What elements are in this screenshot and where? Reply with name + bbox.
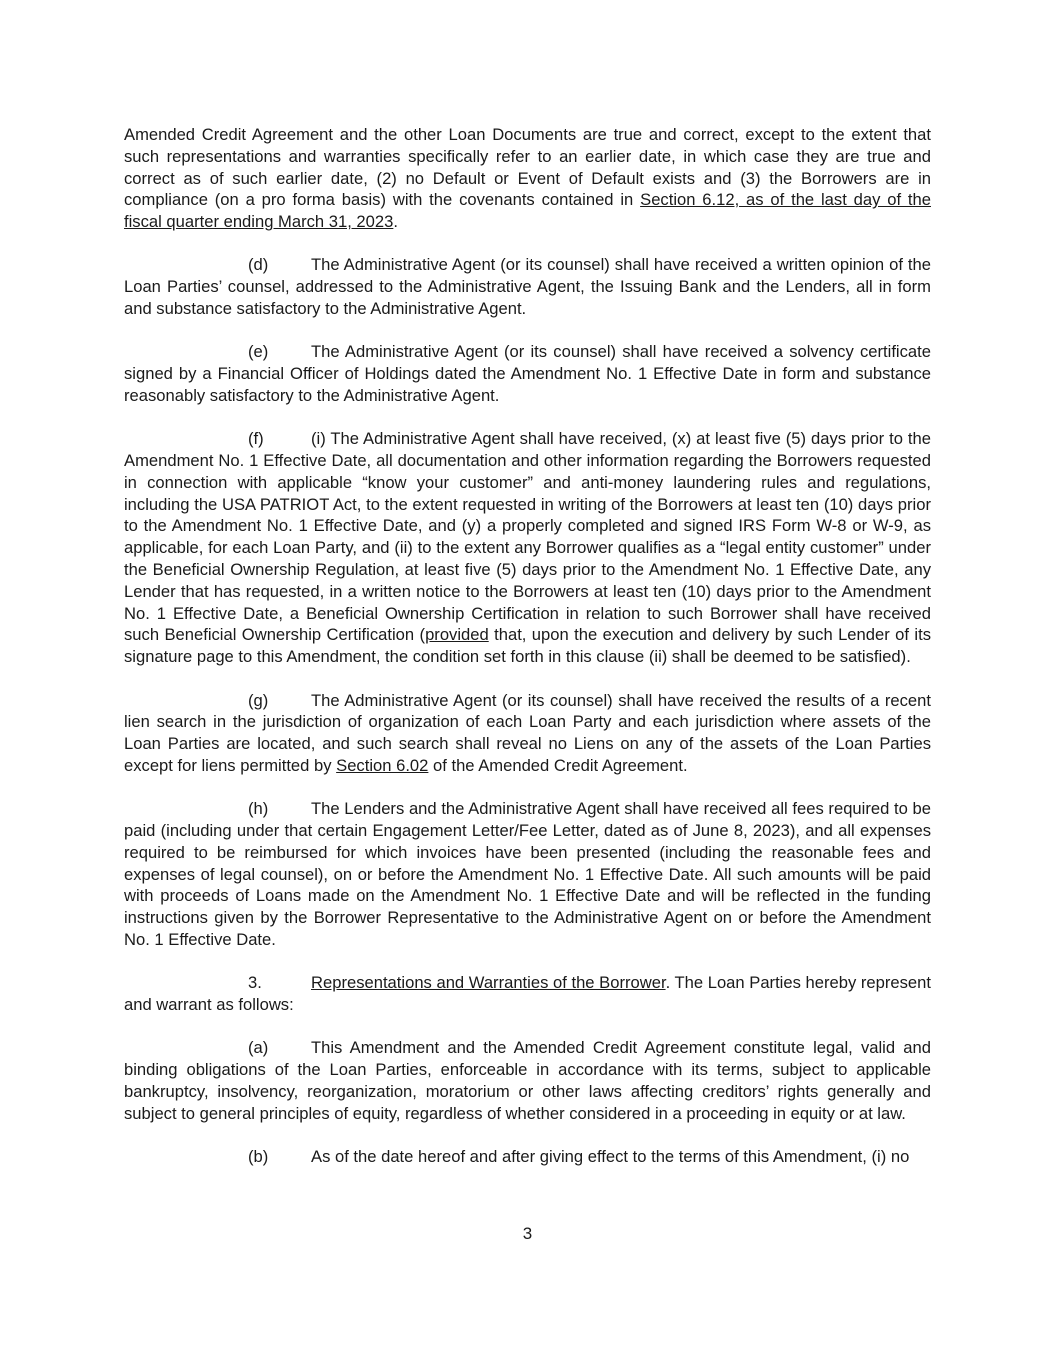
paragraph-g [124,690,931,777]
page-number: 3 [522,1224,533,1243]
section-heading: Representations and Warranties of the Borrower [311,973,666,993]
paragraph-text: (i) The Administrative Agent shall have received, (x) at least five (5) days prior to the Amendment No. 1 Effective Date, all documentation and other information regarding the Borrowers requested in connection with applicable “know your customer” and anti-money laundering rules and regulations, including the USA PATRIOT Act, to the extent requested in writing of the Borrowers at least ten (10) days prior to the Amendment No. 1 Effective Date, and (y) a properly completed and signed IRS Form W-8 or W-9, as applicable, for each Loan Party, and (ii) to the extent any Borrower qualifies as a “legal entity customer” under the Beneficial Ownership Regulation, at least five (5) days prior to the Amendment No. 1 Effective Date, any Lender that has requested, in a written notice to the Borrowers at least ten (10) days prior to the Amendment No. 1 Effective Date, a Beneficial Ownership Certification in relation to such Borrower shall have received such Beneficial Ownership Certification ( [124,429,931,645]
paragraph-c-continued [124,124,931,233]
paragraph-text: The Administrative Agent (or its counsel) shall have received a solvency certificate signed by a Financial Officer of Holdings dated the Amendment No. 1 Effective Date in form and substance reasonably satisfactory to the Administrative Agent. [124,342,931,405]
paragraph-text: The Lenders and the Administrative Agent shall have received all fees required to be paid (including under that certain Engagement Letter/Fee Letter, dated as of June 8, 2023), and all expenses required to be reimbursed for which invoices have been presented (including the reasonable fees and expenses of legal counsel), on or before the Amendment No. 1 Effective Date. All such amounts will be paid with proceeds of Loans made on the Amendment No. 1 Effective Date and will be reflected in the funding instructions given by the Borrower Representative to the Administrative Agent on or before the Amendment No. 1 Effective Date. [124,799,931,949]
provided-term: provided [425,625,489,645]
paragraph-e [124,341,931,406]
paragraph-text-end: . [393,212,398,232]
paragraph-d [124,254,931,319]
paragraph-label: (a) [248,1038,269,1058]
document-page [124,124,931,1189]
paragraph-b [124,1146,931,1168]
paragraph-label: (b) [248,1147,269,1167]
paragraph-f [124,428,931,668]
section-reference: Section 6.02 [336,755,429,775]
section-3 [124,972,931,1016]
section-reference: Section 6.12, as of the last day of the fiscal quarter ending March 31, 2023 [124,190,931,232]
paragraph-label: (g) [248,690,269,710]
paragraph-a [124,1037,931,1124]
paragraph-text: . The Loan Parties hereby represent and warrant as follows: [124,973,931,1015]
paragraph-text-end: of the Amended Credit Agreement. [428,755,688,775]
paragraph-label: (d) [248,255,269,275]
paragraph-label: (h) [248,799,269,819]
section-number: 3. [248,973,262,993]
paragraph-text: As of the date hereof and after giving effect to the terms of this Amendment, (i) no [311,1147,910,1167]
paragraph-label: (e) [248,342,269,362]
paragraph-text-end: that, upon the execution and delivery by such Lender of its signature page to this Amendment, the condition set forth in this clause (ii) shall be deemed to be satisfied). [124,625,931,667]
paragraph-text: This Amendment and the Amended Credit Agreement constitute legal, valid and binding obligations of the Loan Parties, enforceable in accordance with its terms, subject to applicable bankruptcy, insolvency, reorganization, moratorium or other laws affecting creditors’ rights generally and subject to general principles of equity, regardless of whether considered in a proceeding in equity or at law. [124,1038,931,1123]
paragraph-h [124,798,931,951]
paragraph-label: (f) [248,429,264,449]
paragraph-text: The Administrative Agent (or its counsel) shall have received a written opinion of the Loan Parties’ counsel, addressed to the Administrative Agent, the Issuing Bank and the Lenders, all in form and substance satisfactory to the Administrative Agent. [124,255,931,319]
paragraph-text: The Administrative Agent (or its counsel) shall have received the results of a recent lien search in the jurisdiction of organization of each Loan Party and each jurisdiction where assets of the Loan Parties are located, and such search shall reveal no Liens on any of the assets of the Loan Parties except for liens permitted by [124,690,931,775]
paragraph-text: Amended Credit Agreement and the other Loan Documents are true and correct, except to the extent that such representations and warranties specifically refer to an earlier date, in which case they are true and correct as of such earlier date, (2) no Default or Event of Default exists and (3) the Borrowers are in compliance (on a pro forma basis) with the covenants contained in [124,125,931,210]
